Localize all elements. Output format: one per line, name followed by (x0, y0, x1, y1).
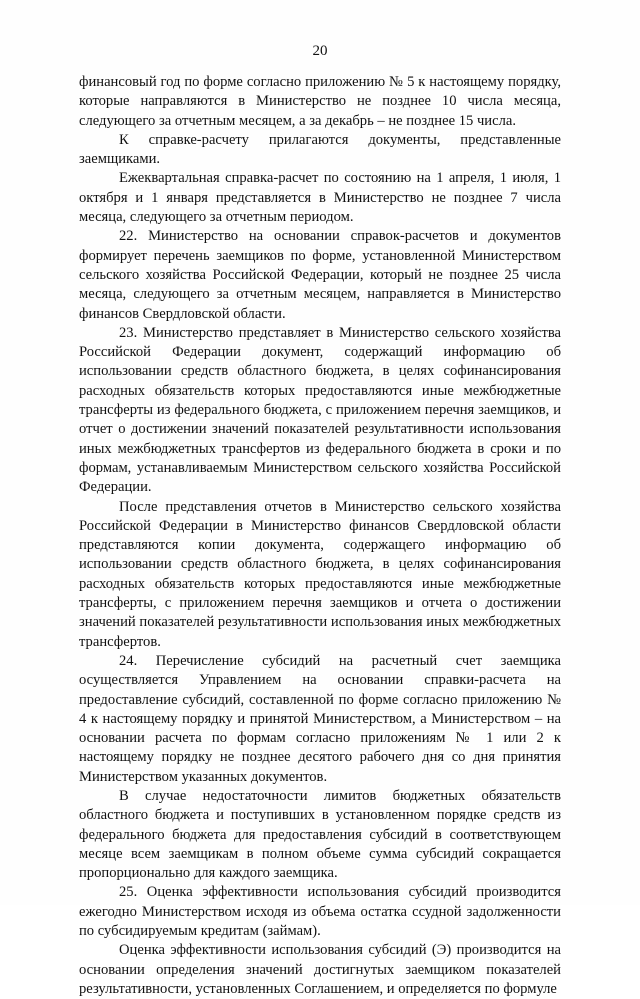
paragraph-quarterly-report: Ежеквартальная справка-расчет по состоянию на 1 апреля, 1 июля, 1 октября и 1 января представляется в Министерство не позднее 7 числа месяца, следующего за отчетным периодом. (79, 170, 561, 226)
paragraph-insufficient-limits: В случае недостаточности лимитов бюджетных обязательств областного бюджета и поступивших в установленном порядке средств из федерального бюджета для предоставления субсидий в соответствующем месяце всем заемщикам в полном объеме сумма субсидий сокращается пропорционально для каждого заемщика. (79, 787, 561, 882)
paragraph-attachments: К справке-расчету прилагаются документы, представленные заемщиками. (79, 131, 561, 168)
paragraph-24: 24. Перечисление субсидий на расчетный счет заемщика осуществляется Управлением на основании справки-расчета на предоставление субсидий, составленной по форме согласно приложению № 4 к настоящему порядку и принятой Министерством, а Министерством – на основании расчета по формам согласно приложениям № 1 или 2 к настоящему порядку не позднее десятого рабочего дня со дня принятия Министерством указанных документов. (79, 652, 561, 785)
paragraph-23: 23. Министерство представляет в Министерство сельского хозяйства Российской Федерации документ, содержащий информацию об использовании средств областного бюджета, в целях софинансирования расходных обязательств которых предоставляются иные межбюджетные трансферты из федерального бюджета, с приложением перечня заемщиков, и отчет о достижении значений показателей результативности использования иных межбюджетных трансфертов из федерального бюджета в сроки и по формам, устанавливаемым Министерством сельского хозяйства Российской Федерации. (79, 324, 561, 496)
page-number: 20 (312, 43, 328, 59)
paragraph-efficiency-formula: Оценка эффективности использования субсидий (Э) производится на основании определения значений достигнутых заемщиком показателей результативности, установленных Соглашением, и определяется по формуле (79, 942, 561, 997)
paragraph-25: 25. Оценка эффективности использования субсидий производится ежегодно Министерством исходя из объема остатка ссудной задолженности по субсидируемым кредитам (займам). (79, 884, 561, 940)
paragraph-22: 22. Министерство на основании справок-расчетов и документов формирует перечень заемщиков по форме, установленной Министерством сельского хозяйства Российской Федерации, который не позднее 25 числа месяца, следующего за отчетным месяцем, направляется в Министерство финансов Свердловской области. (79, 228, 561, 322)
document-body (79, 73, 561, 999)
paragraph-after-reports: После представления отчетов в Министерство сельского хозяйства Российской Федерации в Министерство финансов Свердловской области представляются копии документа, содержащего информацию об использовании средств областного бюджета, в целях софинансирования расходных обязательств которых предоставляются иные межбюджетные трансферты, с приложением перечня заемщиков и отчета о достижении значений показателей результативности использования иных межбюджетных трансфертов. (79, 498, 561, 650)
paragraph-continuation: финансовый год по форме согласно приложению № 5 к настоящему порядку, которые направляются в Министерство не позднее 10 числа месяца, следующего за отчетным месяцем, а за декабрь – не позднее 15 числа. (79, 74, 561, 129)
